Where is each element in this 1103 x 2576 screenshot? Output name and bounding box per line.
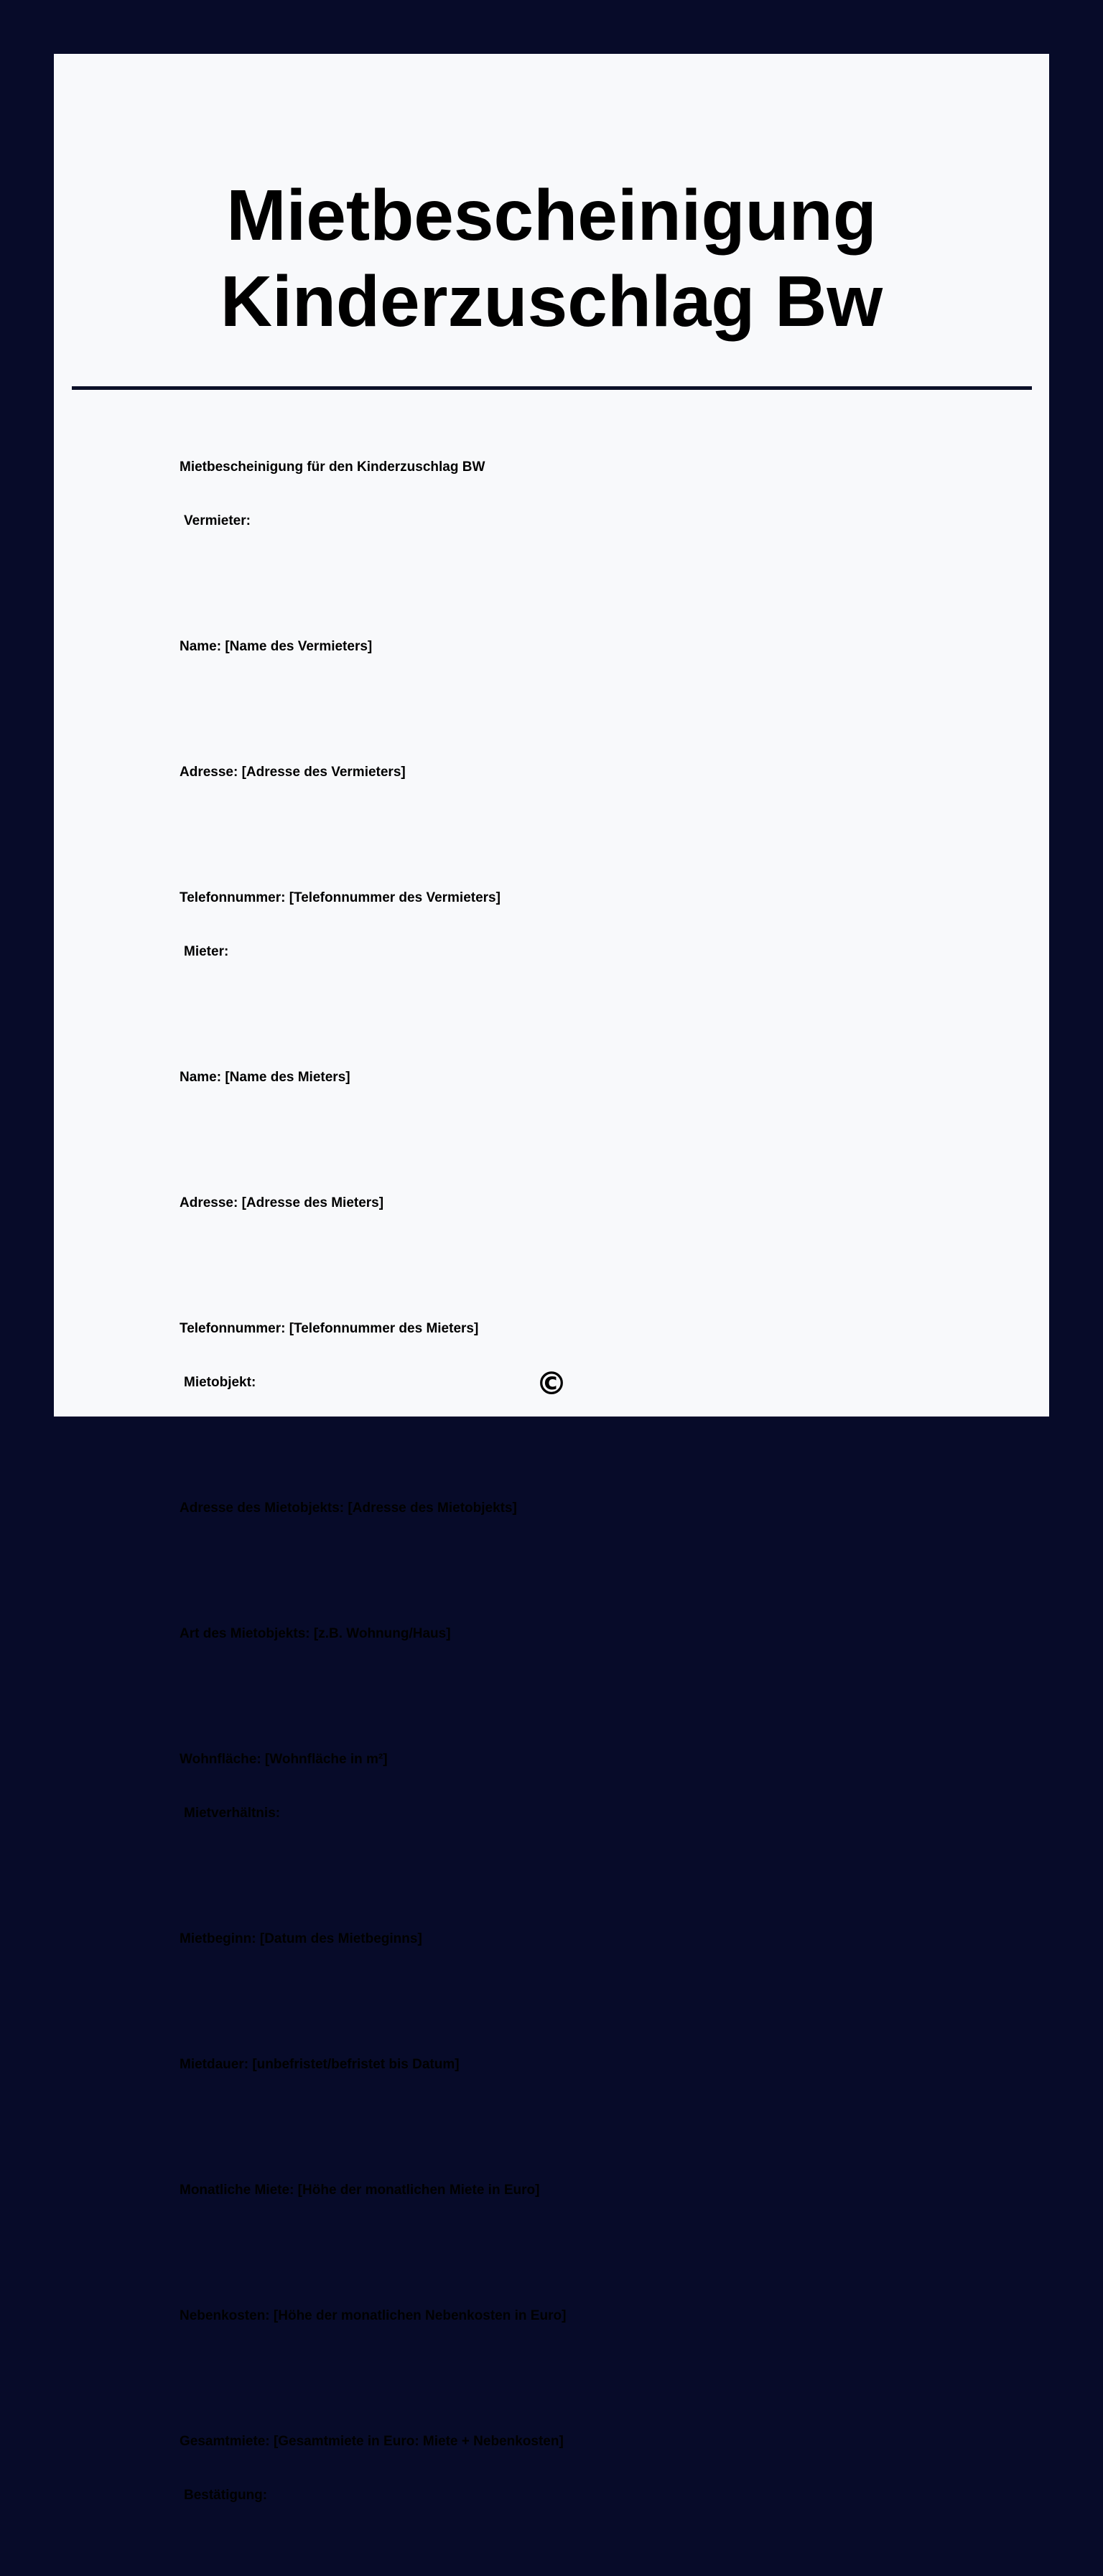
paragraph-text: Mietbeginn: [Datum des Mietbeginns] [180, 1931, 422, 1946]
paragraph-nebenkosten [180, 2271, 898, 2361]
paragraph-wohnflaeche [180, 1714, 898, 1858]
paragraph-vermieter-adresse [180, 727, 898, 817]
paragraph-text: Name: [Name des Mieters] [180, 1070, 350, 1085]
copyright-icon: © [536, 1366, 567, 1402]
paragraph-mieter-adresse [180, 1158, 898, 1248]
paragraph-text: Adresse: [Adresse des Vermieters] [180, 765, 406, 780]
paragraph-vermieter-telefon [180, 853, 898, 997]
paragraph-mietdauer [180, 2020, 898, 2109]
title-divider [72, 386, 1032, 390]
section-heading-mietverhaeltnis: Mietverhältnis: [184, 1806, 281, 1821]
paragraph-text: Telefonnummer: [Telefonnummer des Vermieters] [180, 890, 501, 905]
paragraph-mietbeginn [180, 1894, 898, 1984]
paragraph-text: Mietbescheinigung für den Kinderzuschlag BW [180, 459, 485, 475]
paragraph-text: Adresse des Mietobjekts: [Adresse des Mietobjekts] [180, 1501, 517, 1516]
section-heading-mietobjekt: Mietobjekt: [184, 1375, 256, 1390]
paragraph-text: Name: [Name des Vermieters] [180, 639, 373, 654]
paragraph-text: Adresse: [Adresse des Mieters] [180, 1195, 384, 1210]
paragraph-text: Mietdauer: [unbefristet/befristet bis Datum] [180, 2057, 460, 2072]
page-title [54, 172, 1049, 345]
paragraph-intro [180, 422, 898, 566]
paragraph-text: Gesamtmiete: [Gesamtmiete in Euro: Miete + Nebenkosten] [180, 2434, 564, 2449]
paragraph-vermieter-name [180, 602, 898, 691]
paragraph-monatliche-miete [180, 2145, 898, 2235]
paragraph-mieter-name [180, 1032, 898, 1122]
section-heading-mieter: Mieter: [184, 944, 229, 959]
paragraph-text: Telefonnummer: [Telefonnummer des Mieters] [180, 1321, 479, 1336]
paragraph-mietobjekt-adresse [180, 1463, 898, 1553]
paragraph-mieter-telefon [180, 1284, 898, 1427]
paragraph-text: Art des Mietobjekts: [z.B. Wohnung/Haus] [180, 1626, 451, 1641]
title-line-2: Kinderzuschlag Bw [220, 261, 883, 342]
paragraph-mietobjekt-art [180, 1589, 898, 1679]
paragraph-text: Wohnfläche: [Wohnfläche in m²] [180, 1752, 388, 1767]
paragraph-text: Monatliche Miete: [Höhe der monatlichen Miete in Euro] [180, 2183, 540, 2198]
document-body [180, 422, 898, 2576]
title-line-1: Mietbescheinigung [226, 175, 877, 256]
section-heading-bestaetigung: Bestätigung: [184, 2488, 268, 2503]
section-heading-vermieter: Vermieter: [184, 513, 251, 528]
paragraph-text: Nebenkosten: [Höhe der monatlichen Nebenkosten in Euro] [180, 2308, 567, 2323]
paragraph-gesamtmiete [180, 2397, 898, 2540]
document-page [54, 54, 1049, 2503]
